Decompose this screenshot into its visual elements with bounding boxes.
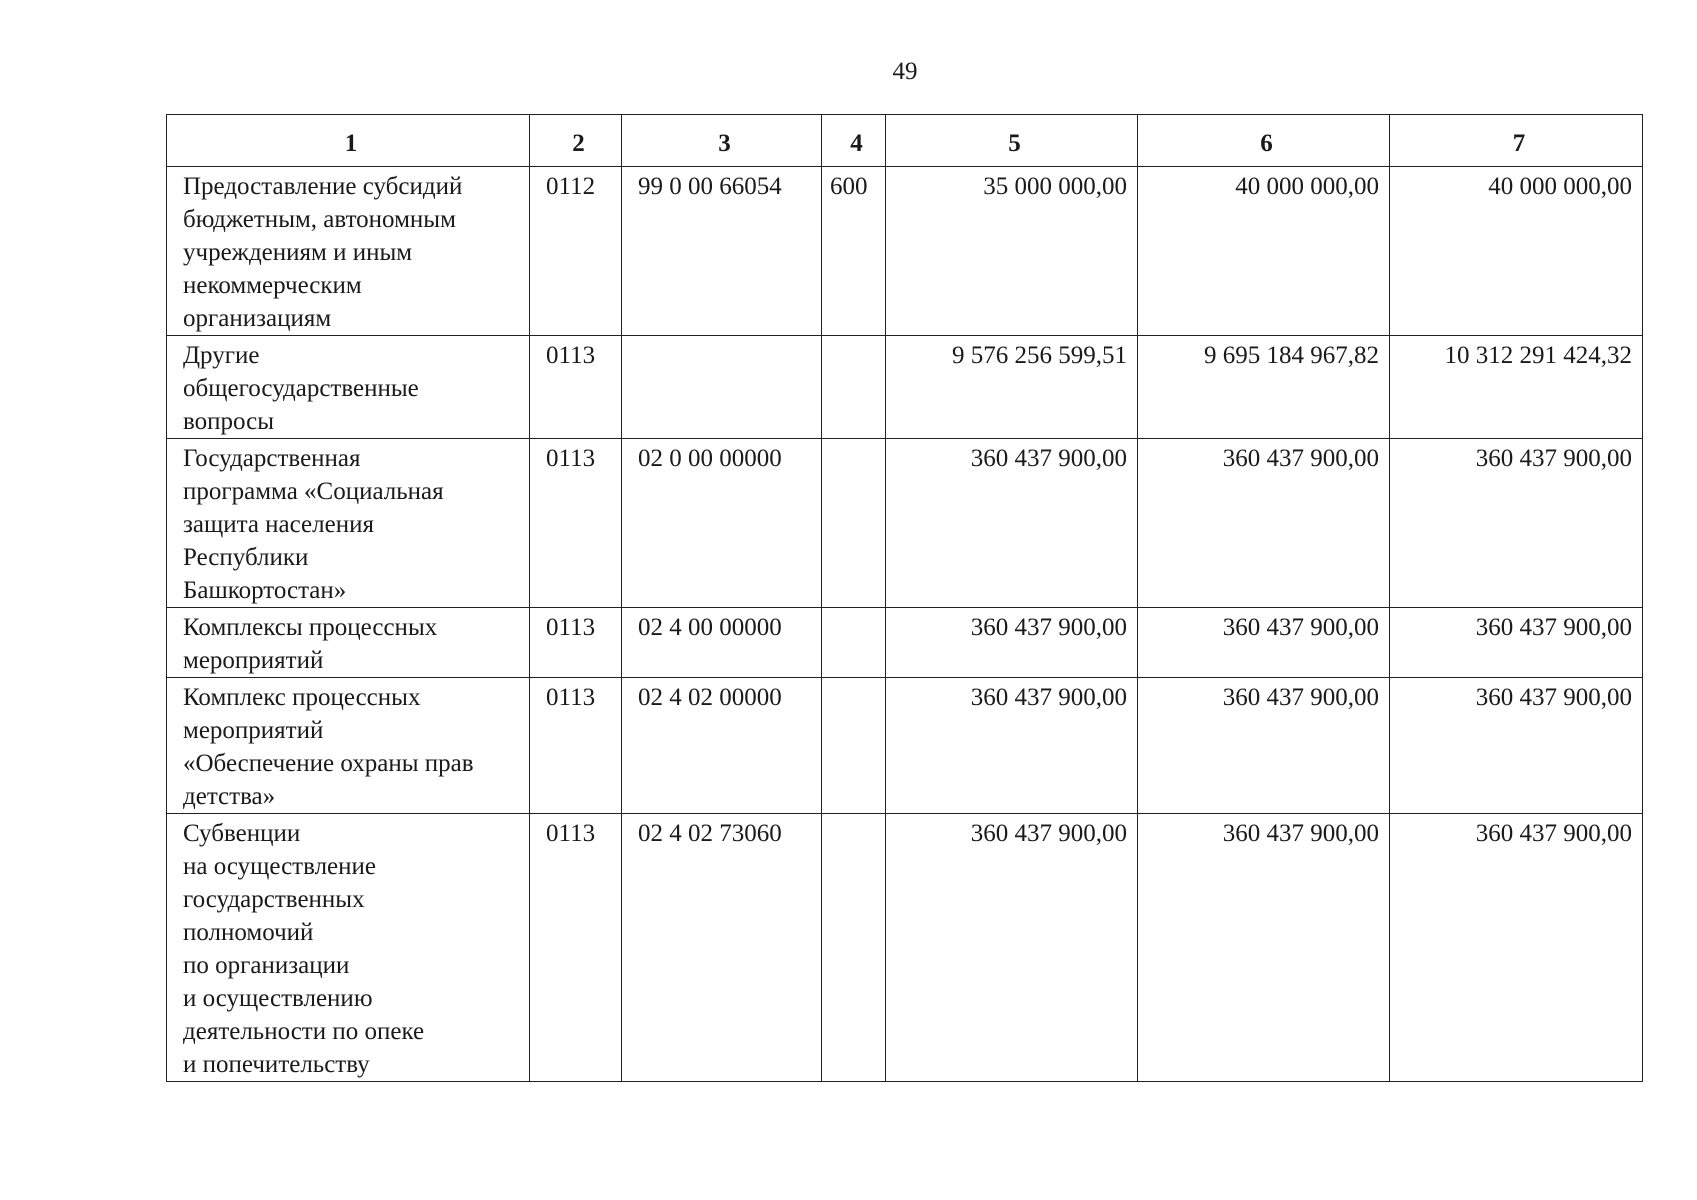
row-name-line: Комплексы процессных bbox=[183, 614, 438, 641]
row-sum-2: 9 695 184 967,82 bbox=[1138, 336, 1390, 439]
table-row bbox=[167, 167, 1643, 336]
row-name-line: Республики bbox=[183, 544, 309, 571]
row-expense-type bbox=[822, 678, 886, 814]
row-name-line: и осуществлению bbox=[183, 985, 373, 1012]
row-section: 0113 bbox=[530, 336, 622, 439]
row-name-line: государственных bbox=[183, 886, 365, 913]
budget-table bbox=[166, 114, 1643, 1082]
row-name-line: Предоставление субсидий bbox=[183, 173, 463, 200]
header-col-2: 2 bbox=[530, 115, 622, 167]
header-col-3: 3 bbox=[622, 115, 822, 167]
row-sum-2: 360 437 900,00 bbox=[1138, 608, 1390, 678]
row-name-line: мероприятий bbox=[183, 717, 324, 744]
row-sum-1: 360 437 900,00 bbox=[886, 678, 1138, 814]
row-name-line: на осуществление bbox=[183, 853, 377, 880]
row-name-line: Государственная bbox=[183, 445, 361, 472]
row-name bbox=[167, 608, 530, 678]
table-row bbox=[167, 439, 1643, 608]
row-section: 0112 bbox=[530, 167, 622, 336]
row-target: 02 4 00 00000 bbox=[622, 608, 822, 678]
header-col-1: 1 bbox=[167, 115, 530, 167]
table-row bbox=[167, 608, 1643, 678]
row-target: 02 4 02 73060 bbox=[622, 814, 822, 1082]
row-expense-type bbox=[822, 608, 886, 678]
row-sum-2: 360 437 900,00 bbox=[1138, 439, 1390, 608]
row-expense-type bbox=[822, 814, 886, 1082]
row-sum-1: 360 437 900,00 bbox=[886, 439, 1138, 608]
row-section: 0113 bbox=[530, 439, 622, 608]
row-name-line: организациям bbox=[183, 305, 332, 332]
row-sum-2: 40 000 000,00 bbox=[1138, 167, 1390, 336]
row-target: 02 0 00 00000 bbox=[622, 439, 822, 608]
row-name-line: Субвенции bbox=[183, 820, 301, 847]
table-row bbox=[167, 336, 1643, 439]
row-section: 0113 bbox=[530, 678, 622, 814]
row-name-line: «Обеспечение охраны прав bbox=[183, 750, 474, 777]
row-name-line: деятельности по опеке bbox=[183, 1018, 425, 1045]
row-name-line: и попечительству bbox=[183, 1051, 370, 1078]
row-name bbox=[167, 336, 530, 439]
row-name bbox=[167, 678, 530, 814]
row-sum-1: 9 576 256 599,51 bbox=[886, 336, 1138, 439]
row-target bbox=[622, 336, 822, 439]
row-name bbox=[167, 814, 530, 1082]
row-target: 02 4 02 00000 bbox=[622, 678, 822, 814]
row-sum-3: 10 312 291 424,32 bbox=[1390, 336, 1643, 439]
row-sum-3: 40 000 000,00 bbox=[1390, 167, 1643, 336]
row-name-line: мероприятий bbox=[183, 647, 324, 674]
row-expense-type bbox=[822, 439, 886, 608]
row-name-line: Комплекс процессных bbox=[183, 684, 421, 711]
row-sum-2: 360 437 900,00 bbox=[1138, 814, 1390, 1082]
header-col-4: 4 bbox=[822, 115, 886, 167]
table-row bbox=[167, 678, 1643, 814]
row-name bbox=[167, 167, 530, 336]
row-section: 0113 bbox=[530, 814, 622, 1082]
row-name-line: Другие bbox=[183, 342, 260, 369]
row-name-line: полномочий bbox=[183, 919, 314, 946]
header-row bbox=[167, 115, 1643, 167]
row-sum-3: 360 437 900,00 bbox=[1390, 678, 1643, 814]
row-sum-1: 360 437 900,00 bbox=[886, 608, 1138, 678]
page-number: 49 bbox=[892, 58, 918, 85]
row-name-line: бюджетным, автономным bbox=[183, 206, 456, 233]
row-name-line: вопросы bbox=[183, 408, 275, 435]
row-sum-3: 360 437 900,00 bbox=[1390, 814, 1643, 1082]
row-name bbox=[167, 439, 530, 608]
row-name-line: учреждениям и иным bbox=[183, 239, 413, 266]
row-expense-type bbox=[822, 336, 886, 439]
row-expense-type: 600 bbox=[822, 167, 886, 336]
row-sum-2: 360 437 900,00 bbox=[1138, 678, 1390, 814]
row-sum-3: 360 437 900,00 bbox=[1390, 608, 1643, 678]
row-name-line: защита населения bbox=[183, 511, 374, 538]
row-name-line: некоммерческим bbox=[183, 272, 362, 299]
table-row bbox=[167, 814, 1643, 1082]
row-target: 99 0 00 66054 bbox=[622, 167, 822, 336]
row-section: 0113 bbox=[530, 608, 622, 678]
row-name-line: Башкортостан» bbox=[183, 577, 347, 604]
header-col-7: 7 bbox=[1390, 115, 1643, 167]
row-sum-3: 360 437 900,00 bbox=[1390, 439, 1643, 608]
row-name-line: детства» bbox=[183, 783, 276, 810]
header-col-5: 5 bbox=[886, 115, 1138, 167]
row-name-line: по организации bbox=[183, 952, 350, 979]
row-sum-1: 360 437 900,00 bbox=[886, 814, 1138, 1082]
row-name-line: программа «Социальная bbox=[183, 478, 444, 505]
row-name-line: общегосударственные bbox=[183, 375, 419, 402]
row-sum-1: 35 000 000,00 bbox=[886, 167, 1138, 336]
header-col-6: 6 bbox=[1138, 115, 1390, 167]
